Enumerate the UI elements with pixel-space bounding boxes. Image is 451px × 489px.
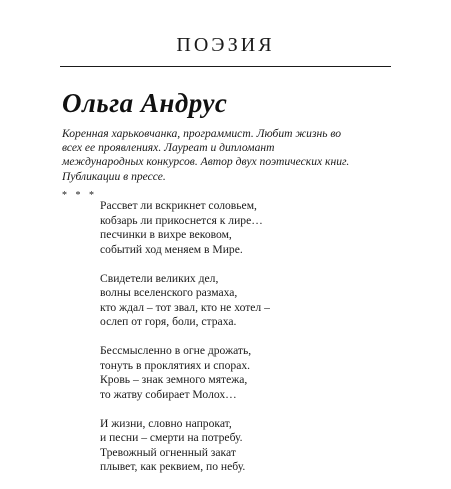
bio-line: Публикации в прессе. (62, 169, 166, 183)
bio-line: международных конкурсов. Автор двух поэтических книг. (62, 155, 350, 169)
poem-line: то жатву собирает Молох… (100, 387, 237, 401)
author-name: Ольга Андрус (62, 88, 228, 118)
stanza (100, 199, 270, 257)
poem-line: Тревожный огненный закат (100, 445, 236, 459)
author-bio (62, 127, 392, 184)
poem-line: плывет, как реквием, по небу. (100, 460, 246, 473)
poem-line: кобзарь ли прикоснется к лире… (100, 213, 263, 227)
bio-line: всех ее проявлениях. Лауреат и дипломант (62, 141, 275, 155)
stanza (100, 344, 270, 402)
poem-line: Свидетели великих дел, (100, 271, 219, 285)
poem-line: песчинки в вихре вековом, (100, 228, 232, 241)
poem-line: событий ход меняем в Мире. (100, 242, 243, 256)
poem-line: Кровь – знак земного мятежа, (100, 373, 248, 386)
section-title: ПОЭЗИЯ (176, 34, 275, 56)
poem-line: волны вселенского размаха, (100, 286, 238, 299)
stanza (100, 272, 270, 330)
header-rule (60, 66, 391, 67)
poem-line: и песни – смерти на потребу. (100, 431, 243, 444)
poem-separator: * * * (62, 190, 97, 201)
poem-line: ослеп от горя, боли, страха. (100, 315, 237, 328)
poem-line: кто ждал – тот звал, кто не хотел – (100, 300, 270, 314)
poem-line: И жизни, словно напрокат, (100, 416, 232, 430)
poem (100, 199, 270, 489)
poem-line: тонуть в проклятиях и спорах. (100, 358, 251, 372)
poem-line: Рассвет ли вскрикнет соловьем, (100, 199, 257, 212)
stanza (100, 417, 270, 475)
bio-line: Коренная харьковчанка, программист. Любит жизнь во (62, 127, 342, 140)
poem-line: Бессмысленно в огне дрожать, (100, 344, 252, 357)
